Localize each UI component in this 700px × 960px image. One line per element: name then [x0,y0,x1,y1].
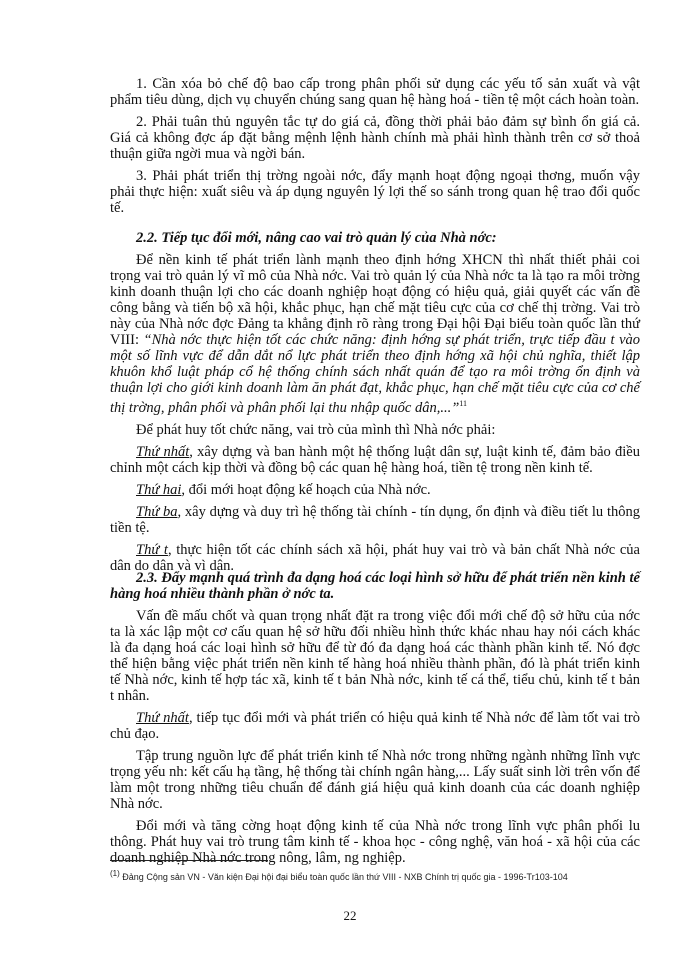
item-text: , đổi mới hoạt động kế hoạch của Nhà nớc. [181,481,431,498]
function-item-2 [110,482,640,498]
item-text: , xây dựng và duy trì hệ thống tài chính - tín dụng, ổn định và điều tiết lu thông tiền tệ. [110,503,640,536]
item-label: Thứ nhất [136,710,189,726]
section-2-3 [110,570,640,866]
item-text: , tiếp tục đổi mới và phát triển có hiệu quả kinh tế Nhà nớc để làm tốt vai trò chủ đạo. [110,710,640,742]
footnote-text: Đảng Cộng sản VN - Văn kiện Đại hội đại biểu toàn quốc lần thứ VIII - NXB Chính trị quốc gia - 1996-Tr103-104 [122,872,568,882]
list-item-2: 2. Phải tuân thủ nguyên tắc tự do giá cả, đồng thời phải bảo đảm sự bình ổn giá cả. Giá cả không đợc áp đặt bằng mệnh lệnh hành chính mà phải hình thành trên cơ sở thoả thuận giữa ngời mua và ngời bán. [110,114,640,162]
section-heading-2-3: 2.3. Đẩy mạnh quá trình đa dạng hoá các loại hình sở hữu để phát triển nền kinh tế hàng hoá nhiều thành phần ở nớc ta. [110,570,640,602]
item-label: Thứ ba [136,503,178,520]
state-economy-paragraph: Tập trung nguồn lực để phát triển kinh tế Nhà nớc trong những ngành những lĩnh vực trọng yếu nh: kết cấu hạ tầng, hệ thống tài chính ngân hàng,... Lấy suất sinh lời trên vốn để làm một trong những tiêu chuẩn để đánh giá hiệu quả kinh doanh của các doanh nghiệp Nhà nớc. [110,748,640,812]
item-label: Thứ hai [136,481,182,498]
page-number: 22 [343,908,357,923]
footnote-marker: (1) [110,869,120,878]
party-quote: “Nhà nớc thực hiện tốt các chức năng: định hớng sự phát triển, trực tiếp đầu t vào một số lĩnh vực để dẫn dắt nổ lực phát triển theo định hớng xã hội chủ nghĩa, thiết lập khuôn khổ luật pháp cổ hệ thống chính sách nhất quán để tạo ra môi trờng ổn định và thuận lợi cho giới kinh doanh làm ăn phát đạt, khắc phục, hạn chế mặt tiêu cực của cơ chế thị trờng, phân phối và phân phối lại thu nhập quốc dân,...” [110,332,641,416]
item-label: Thứ t [136,541,168,558]
functions-intro: Để phát huy tốt chức năng, vai trò của mình thì Nhà nớc phải: [136,421,496,438]
list-item-3: 3. Phải phát triển thị trờng ngoài nớc, đẩy mạnh hoạt động ngoại thơng, muốn vậy phải thực hiện: xuất siêu và áp dụng nguyên lý lợi thế so sánh trong quan hệ trao đổi quốc tế. [110,168,640,216]
footnote-divider [110,860,268,861]
function-item-1 [110,444,640,476]
section-2-2-paragraph [110,252,640,416]
section-heading-2-2: 2.2. Tiếp tục đổi mới, nâng cao vai trò quản lý của Nhà nớc: [136,230,497,246]
section-2-3-paragraph: Vấn đề mấu chốt và quan trọng nhất đặt ra trong việc đổi mới chế độ sở hữu của nớc ta là xác lập một cơ cấu quan hệ sở hữu đối nhiều hình thức khác nhau hay nói cách khác là đa dạng hoá các loại hình sở hữu để từ đó đa dạng hoá các thành phần kinh tế. Nó đợc thể hiện bằng việc phát triển nền kinh tế hàng hoá nhiều thành phần, đó là phát triển kinh tế Nhà nớc, kinh tế hợp tác xã, kinh tế t bản Nhà nớc, kinh tế cá thể, tiểu chủ, kinh tế t bản t nhân. [110,608,640,704]
list-block [110,76,640,216]
section-2-2 [110,230,640,574]
ownership-item-1 [110,710,640,742]
item-label: Thứ nhất [136,443,190,460]
item-text: , xây dựng và ban hành một hệ thống luật dân sự, luật kinh tế, đảm bảo điều chỉnh một cách kịp thời và đồng bộ các quan hệ hàng hoá, tiền tệ trong nền kinh tế. [110,443,640,476]
list-item-1: 1. Cần xóa bỏ chế độ bao cấp trong phân phối sử dụng các yếu tố sản xuất và vật phẩm tiêu dùng, dịch vụ chuyển chúng sang quan hệ hàng hoá - tiền tệ một cách hoàn toàn. [110,76,640,108]
footnote [110,868,650,883]
footnote-ref[interactable]: 11 [459,399,467,408]
item-text: , thực hiện tốt các chính sách xã hội, phát huy vai trò và bản chất Nhà nớc của dân do dân và vì dân. [110,541,640,574]
function-item-3 [110,504,640,536]
state-distribution-paragraph: Đổi mới và tăng cờng hoạt động kinh tế của Nhà nớc trong lĩnh vực phân phối lu thông. Phát huy vai trò trung tâm kinh tế - khoa học - công nghệ, văn hoá - xã hội của các doanh nghiệp Nhà nớc trong nông, lâm, ng nghiệp. [110,818,640,866]
paragraph-text: Để nền kinh tế phát triển lành mạnh theo định hớng XHCN thì nhất thiết phải coi trọng vai trò quản lý vĩ mô của Nhà nớc. Vai trò quản lý của Nhà nớc ta là tạo ra môi trờng kinh doanh thuận lợi cho các doanh nghiệp hoạt động có hiệu quả, giải quyết các vấn đề công bằng và tiến bộ xã hội, khắc phục, hạn chế mặt tiêu cực của cơ chế thị trờng. Vai trò này của Nhà nớc đợc Đảng ta khẳng định rõ ràng trong Đại hội Đại biểu toàn quốc lần thứ VIII: [110,252,640,348]
